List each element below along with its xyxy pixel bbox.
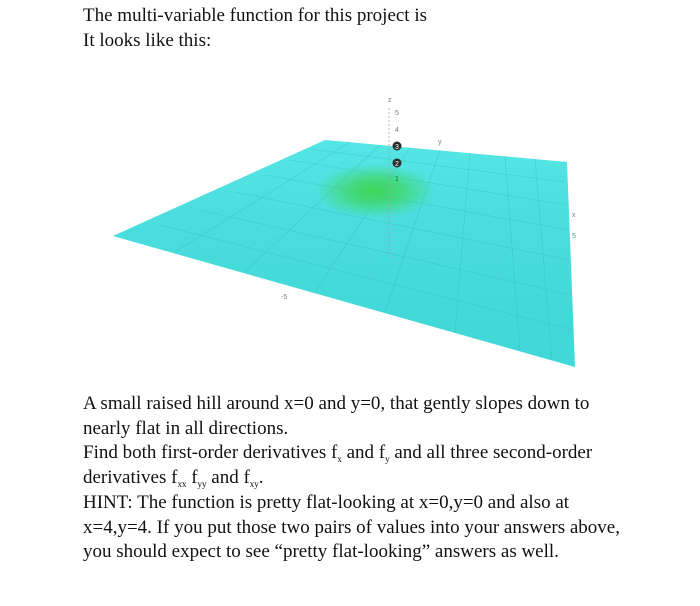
- z-tick-4: 4: [395, 127, 399, 134]
- z-tick-1: 1: [395, 176, 399, 183]
- problem-text: [83, 392, 623, 565]
- hill: [315, 164, 435, 218]
- x-tick-right: 5: [572, 233, 576, 240]
- task-instructions: Find both first-order derivatives $f_x$ and $f_y$ and all three second-order derivatives $f_{xx}$ $f_{yy}$ and $f_{xy}$.: [83, 442, 593, 490]
- y-axis-label: y: [438, 139, 442, 146]
- z-tick-3: 3: [395, 144, 399, 151]
- z-tick-2: 2: [395, 161, 399, 168]
- hint: HINT: The function is pretty flat-looking at x=0,y=0 and also at x=4,y=4. If you put those two pairs of values into your answers above, you should expect to see “pretty flat-looking” answers as well.: [83, 491, 620, 563]
- intro: [83, 3, 427, 53]
- surface-plot-svg[interactable]: [0, 80, 700, 380]
- x-axis-label: x: [572, 212, 576, 219]
- z-tick-5: 5: [395, 110, 399, 117]
- z-axis-label: z: [388, 97, 392, 104]
- intro-line-1: The multi-variable function for this project is: [83, 5, 428, 26]
- intro-line-2: It looks like this:: [83, 30, 212, 51]
- description: A small raised hill around x=0 and y=0, that gently slopes down to nearly flat in all directions.: [83, 393, 590, 439]
- x-tick-left: -5: [281, 294, 288, 301]
- surface-plot[interactable]: [0, 80, 700, 380]
